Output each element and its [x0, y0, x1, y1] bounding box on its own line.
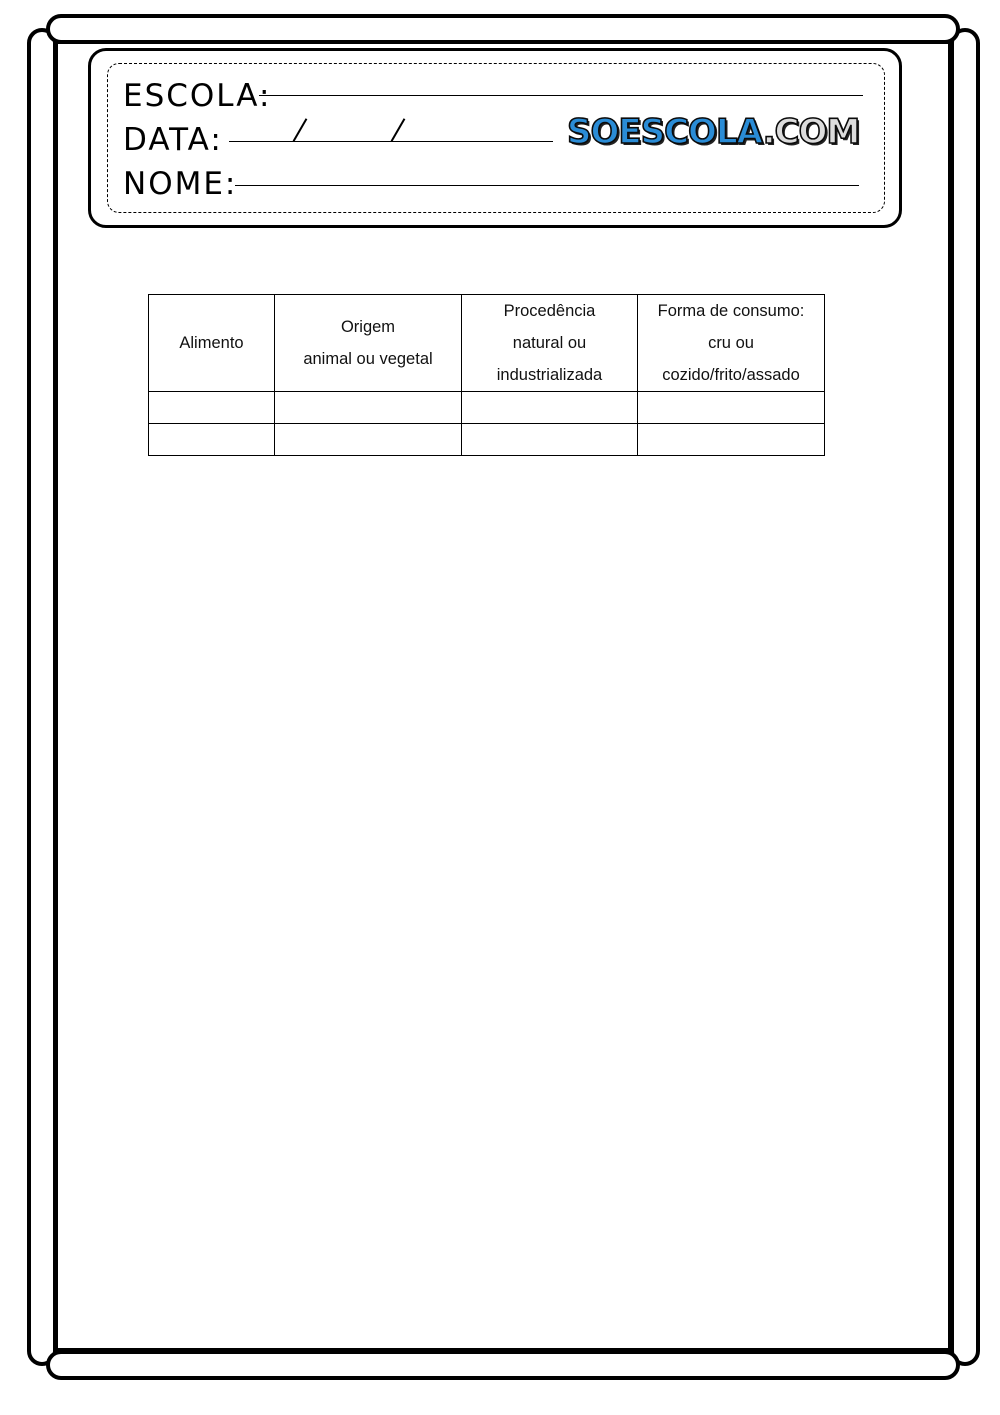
name-label: NOME: [123, 166, 238, 202]
soescola-logo: SOESCOLA.COM [567, 112, 860, 152]
table-row [149, 392, 825, 424]
school-label: ESCOLA: [123, 78, 272, 114]
date-label: DATA: [123, 122, 223, 158]
table-cell[interactable] [638, 424, 825, 456]
food-classification-table [148, 294, 825, 456]
column-header-forma-de-consumo: Forma de consumo: cru ou cozido/frito/assado [638, 295, 825, 392]
name-field-line[interactable] [235, 185, 859, 186]
table-header-row [149, 295, 825, 392]
column-header-procedencia: Procedência natural ou industrializada [462, 295, 638, 392]
table-cell[interactable] [149, 424, 275, 456]
column-header-alimento: Alimento [149, 295, 275, 392]
table-cell[interactable] [638, 392, 825, 424]
frame-right-bar [950, 28, 980, 1366]
table-cell[interactable] [275, 392, 462, 424]
school-field-line[interactable] [259, 95, 863, 96]
worksheet-page [54, 40, 952, 1352]
table-cell[interactable] [462, 424, 638, 456]
table-row [149, 424, 825, 456]
frame-bottom-bar [46, 1350, 960, 1380]
header-box [88, 48, 902, 228]
table-cell[interactable] [275, 424, 462, 456]
frame-left-bar [27, 28, 57, 1366]
table-cell[interactable] [462, 392, 638, 424]
column-header-origem: Origem animal ou vegetal [275, 295, 462, 392]
table-cell[interactable] [149, 392, 275, 424]
